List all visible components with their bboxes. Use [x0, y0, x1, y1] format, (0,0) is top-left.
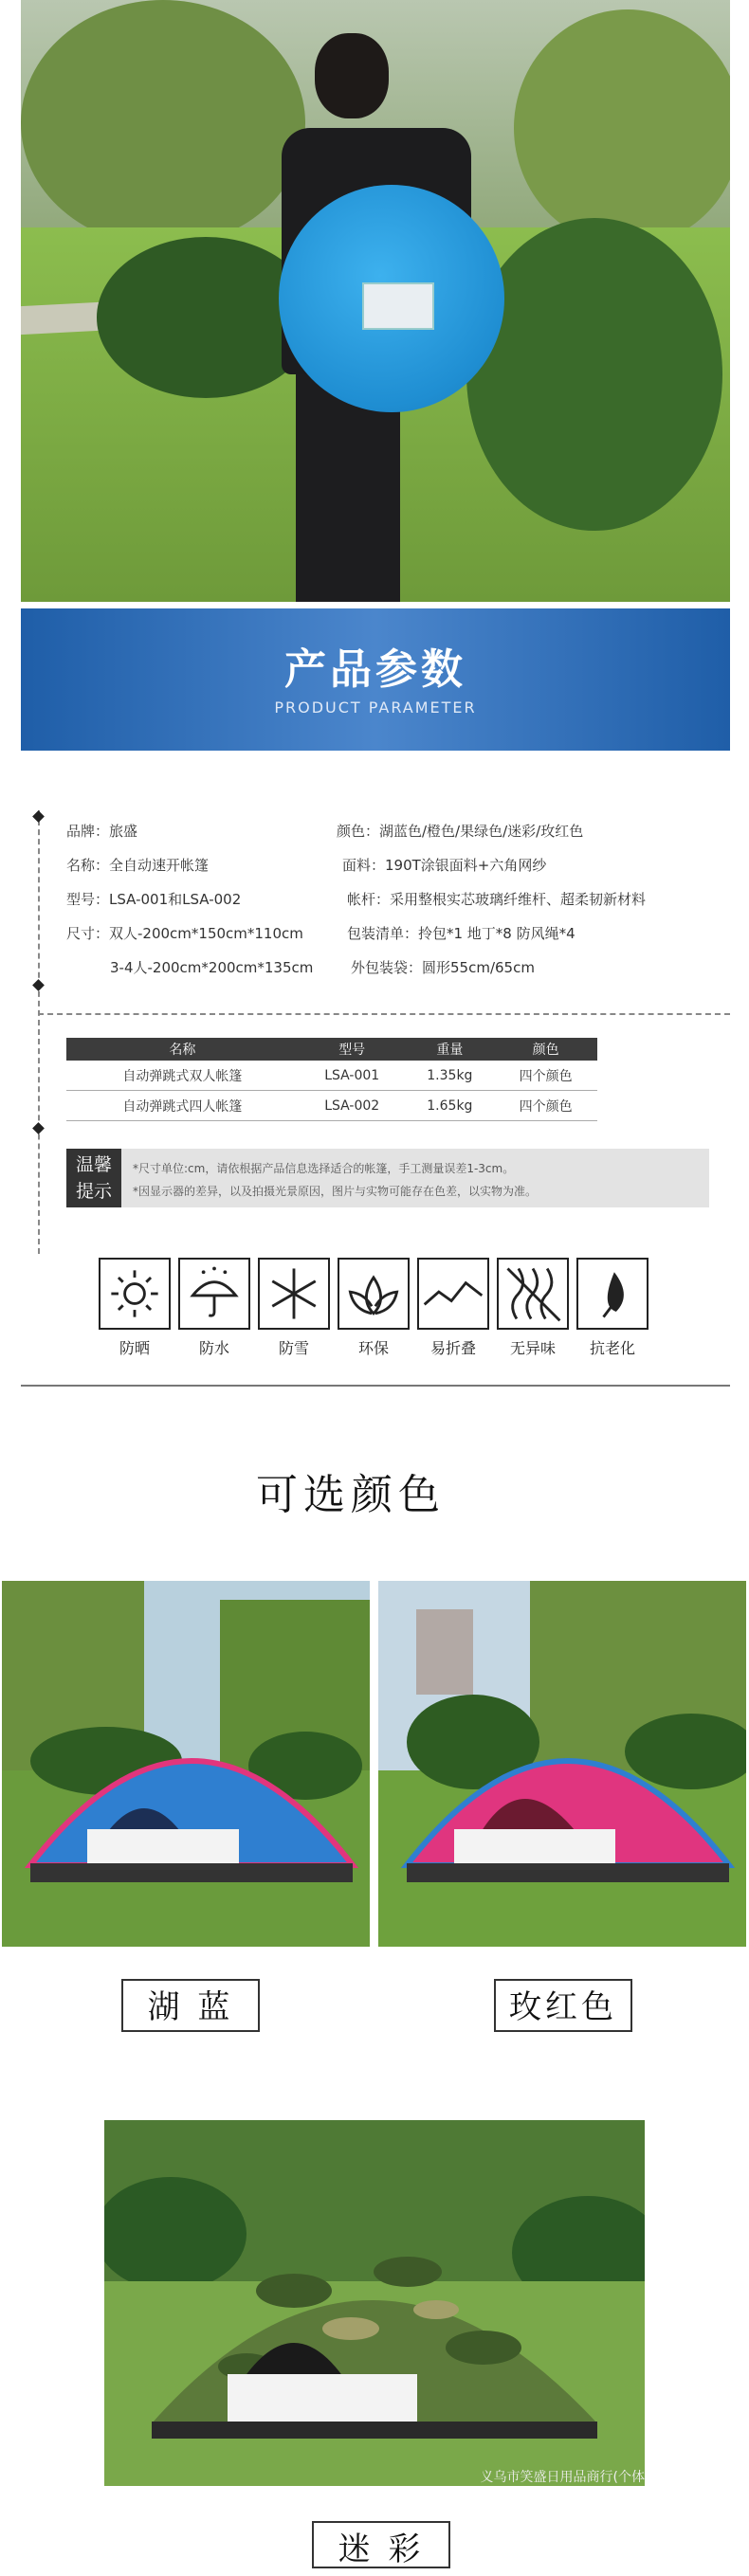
feature-label: 防水	[198, 1339, 229, 1357]
feature-label: 防雪	[278, 1339, 309, 1357]
param-brand: 品牌：旅盛	[66, 823, 138, 840]
table-cell: 四个颜色	[494, 1091, 597, 1121]
notice-tag-line: 温馨	[75, 1154, 112, 1175]
spec-table	[66, 1038, 597, 1121]
banner-title: 产品参数	[284, 645, 466, 694]
marker	[32, 1122, 45, 1134]
param-fabric: 面料：190T涂银面料+六角网纱	[342, 857, 547, 874]
feature-label: 环保	[357, 1339, 389, 1357]
table-cell: 自动弹跳式双人帐篷	[66, 1061, 299, 1091]
notice-text: *尺寸单位:cm，请依根据产品信息选择适合的帐篷，手工测量误差1-3cm。	[133, 1162, 515, 1175]
table-cell: 1.35kg	[406, 1061, 495, 1091]
table-header: 颜色	[494, 1038, 597, 1061]
table-header: 型号	[299, 1038, 406, 1061]
tent-photo-rose	[378, 1581, 746, 1947]
notice-tag	[66, 1149, 121, 1207]
table-header: 名称	[66, 1038, 299, 1061]
tent-photo-camo	[104, 2120, 645, 2486]
variant-label: 玫红色	[494, 1979, 632, 2032]
param-name: 名称：全自动速开帐篷	[66, 857, 210, 874]
marker	[32, 979, 45, 991]
table-header: 重量	[406, 1038, 495, 1061]
param-outer: 外包装袋：圆形55cm/65cm	[351, 959, 535, 976]
divider	[38, 810, 40, 1254]
no-odor-icon	[497, 1258, 569, 1330]
param-model: 型号：LSA-001和LSA-002	[66, 891, 242, 908]
hero-photo	[21, 0, 730, 602]
feature-label: 无异味	[509, 1339, 556, 1357]
tent-photo-blue	[2, 1581, 370, 1947]
table-cell: LSA-002	[299, 1091, 406, 1121]
table-cell: 四个颜色	[494, 1061, 597, 1091]
table-row	[66, 1091, 597, 1121]
watermark: 义乌市笑盛日用品商行(个体	[480, 2470, 645, 2485]
sun-icon	[99, 1258, 171, 1330]
variant-label: 湖 蓝	[121, 1979, 260, 2032]
drop-leaf-icon	[576, 1258, 649, 1330]
feature-label: 防晒	[119, 1339, 150, 1357]
notice-text: *因显示器的差异，以及拍摄光景原因，图片与实物可能存在色差，以实物为准。	[133, 1185, 538, 1198]
param-pole: 帐杆：采用整根实芯玻璃纤维杆、超柔韧新材料	[347, 891, 647, 908]
table-cell: 1.65kg	[406, 1091, 495, 1121]
divider	[21, 1385, 730, 1387]
banner-subtitle: PRODUCT PARAMETER	[274, 698, 477, 717]
param-packing: 包装清单：拎包*1 地丁*8 防风绳*4	[347, 925, 575, 942]
table-cell: LSA-001	[299, 1061, 406, 1091]
notice-tag-line: 提示	[75, 1181, 112, 1202]
variant-label: 迷 彩	[312, 2521, 450, 2568]
leaf-icon	[338, 1258, 410, 1330]
param-size-4p: 3-4人-200cm*200cm*135cm	[110, 959, 314, 976]
umbrella-icon	[178, 1258, 250, 1330]
feature-label: 抗老化	[589, 1339, 635, 1357]
table-cell: 自动弹跳式四人帐篷	[66, 1091, 299, 1121]
fold-icon	[417, 1258, 489, 1330]
param-size: 尺寸：双人-200cm*150cm*110cm	[66, 925, 303, 942]
feature-label: 易折叠	[429, 1339, 476, 1357]
param-color: 颜色：湖蓝色/橙色/果绿色/迷彩/玫红色	[337, 823, 584, 840]
divider	[38, 1013, 730, 1015]
marker	[32, 810, 45, 823]
snowflake-icon	[258, 1258, 330, 1330]
table-row	[66, 1061, 597, 1091]
colors-heading: 可选颜色	[256, 1471, 446, 1519]
